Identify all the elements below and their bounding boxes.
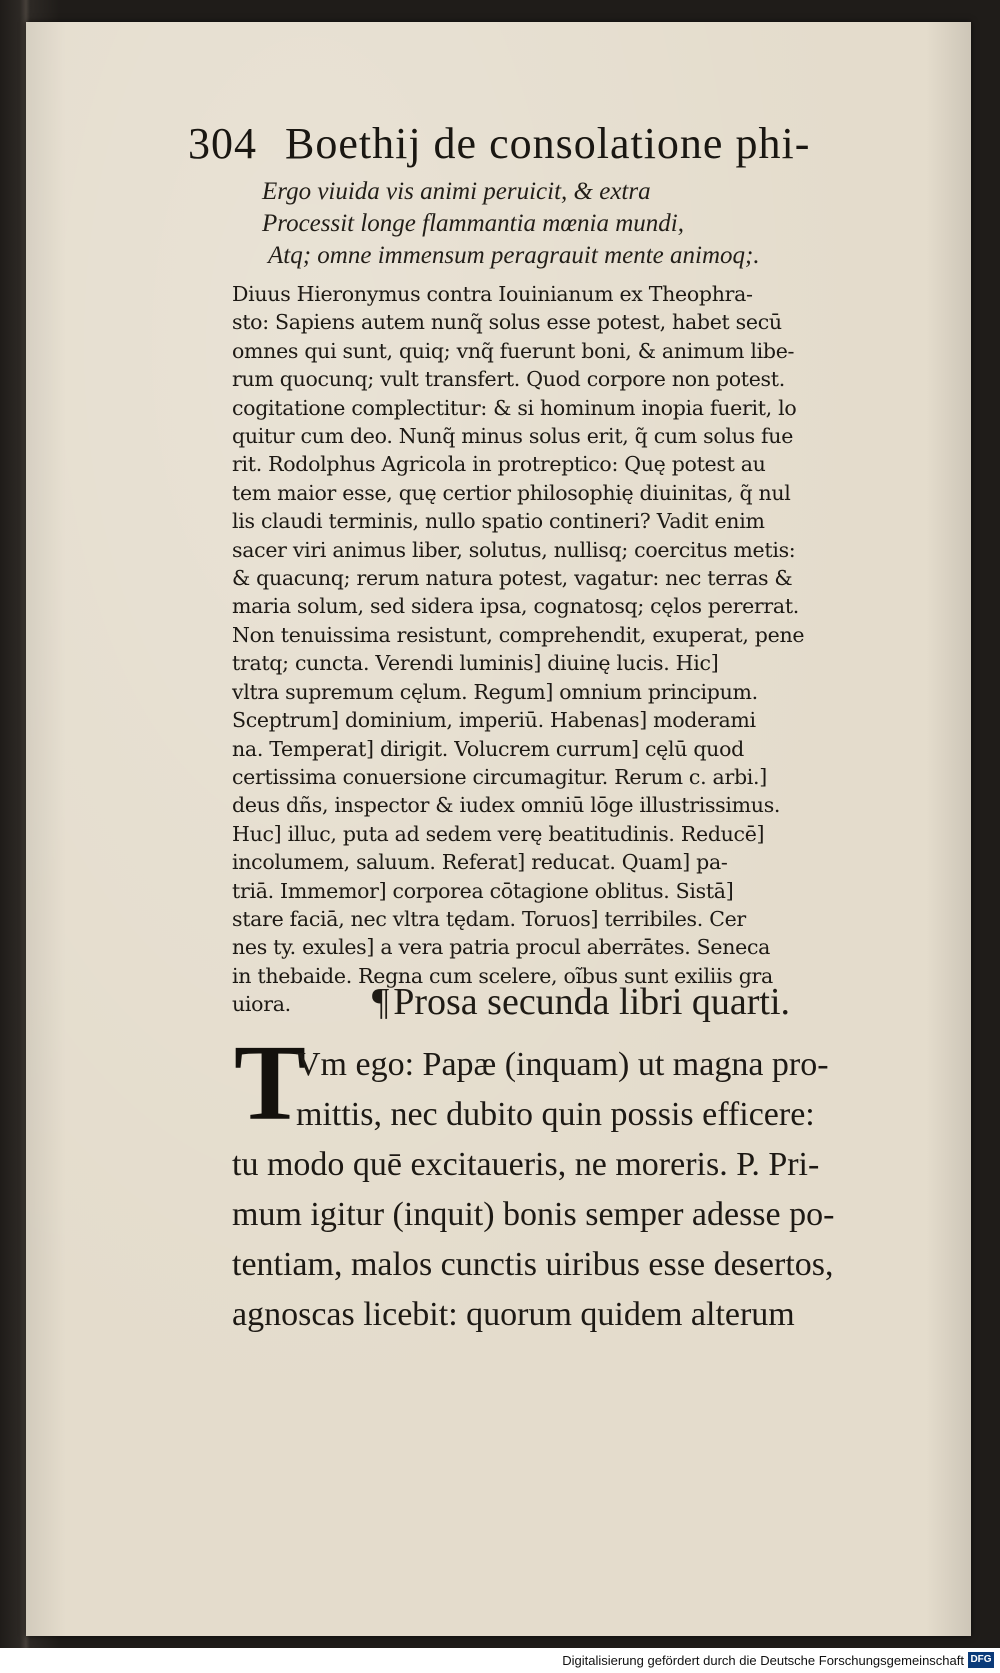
drop-cap: T [234,1024,307,1143]
commentary-line: sto: Sapiens autem nunq̃ solus esse potest, habet secū [232,310,782,335]
commentary-line: Huc] illuc, puta ad sedem verę beatitudinis. Reducē] [232,821,765,846]
commentary-line: rum quocunq; vult transfert. Quod corpore non potest. [232,367,785,392]
prose-line: mittis, nec dubito quin possis efficere: [296,1096,815,1133]
commentary-block [232,280,804,1019]
prose-block [232,1040,834,1340]
commentary-line: quitur cum deo. Nunq̃ minus solus erit, q̃ cum solus fue [232,424,794,449]
commentary-line: & quacunq; rerum natura potest, vagatur: nec terras & [232,566,793,591]
commentary-line: cogitatione complectitur: & si hominum inopia fuerit, lo [232,395,797,420]
prose-line: Vm ego: Papæ (inquam) ut magna pro- [296,1046,829,1083]
commentary-line: tratq; cuncta. Verendi luminis] diuinę lucis. Hic] [232,651,719,676]
commentary-line: sacer viri animus liber, solutus, nullisq; coercitus metis: [232,537,796,562]
commentary-line: Diuus Hieronymus contra Iouinianum ex Theophra- [232,282,753,306]
section-heading [372,980,790,1024]
commentary-line: deus dñs, inspector & iudex omniū lōge illustrissimus. [232,793,781,818]
commentary-line: in thebaide. Regna cum scelere, oĩbus sunt exiliis gra [232,963,773,988]
commentary-line: stare faciā, nec vltra tędam. Toruos] terribiles. Cer [232,906,746,931]
pilcrow-icon: ¶ [372,981,390,1023]
commentary-line: Non tenuissima resistunt, comprehendit, exuperat, pene [232,622,805,647]
verse-block [262,176,760,272]
commentary-line: tem maior esse, quę certior philosophię diuinitas, q̃ nul [232,480,791,505]
commentary-line: omnes qui sunt, quiq; vnq̃ fuerunt boni, & animum libe- [232,338,795,363]
footer-credit: Digitalisierung gefördert durch die Deutsche Forschungsgemeinschaft [562,1653,964,1668]
commentary-line: incolumem, saluum. Referat] reducat. Quam] pa- [232,850,728,875]
verse-line: Ergo viuida vis animi peruicit, & extra [262,178,651,205]
prose-line: agnoscas licebit: quorum quidem alterum [232,1296,795,1333]
footer-bar [0,1648,1000,1673]
running-header [188,118,810,169]
verse-line: Atq; omne immensum peragrauit mente animoq;. [268,242,760,269]
commentary-line: Sceptrum] dominium, imperiū. Habenas] moderami [232,708,756,733]
commentary-line: triā. Immemor] corporea cōtagione oblitus. Sistā] [232,878,734,903]
prose-line: mum igitur (inquit) bonis semper adesse po- [232,1196,835,1233]
page-number: 304 [188,119,257,168]
commentary-line: maria solum, sed sidera ipsa, cognatosq; cęlos pererrat. [232,594,799,619]
verse-line: Processit longe flammantia mœnia mundi, [262,210,684,237]
dfg-logo-icon: DFG [968,1652,994,1668]
commentary-line: rit. Rodolphus Agricola in protreptico: Quę potest au [232,452,766,477]
prose-line: tentiam, malos cunctis uiribus esse desertos, [232,1246,834,1283]
commentary-line: lis claudi terminis, nullo spatio contineri? Vadit enim [232,509,765,534]
running-title: Boethij de consolatione phi- [285,119,811,168]
commentary-line: nes ty. exules] a vera patria procul aberrātes. Seneca [232,935,771,960]
commentary-line: uiora. [232,992,291,1017]
commentary-line: vltra supremum cęlum. Regum] omnium principum. [232,679,758,704]
commentary-line: certissima conuersione circumagitur. Rerum c. arbi.] [232,764,767,789]
commentary-line: na. Temperat] dirigit. Volucrem currum] cęlū quod [232,736,744,761]
section-heading-text: Prosa secunda libri quarti. [393,981,791,1023]
prose-line: tu modo quē excitaueris, ne moreris. P. Pri- [232,1146,820,1183]
